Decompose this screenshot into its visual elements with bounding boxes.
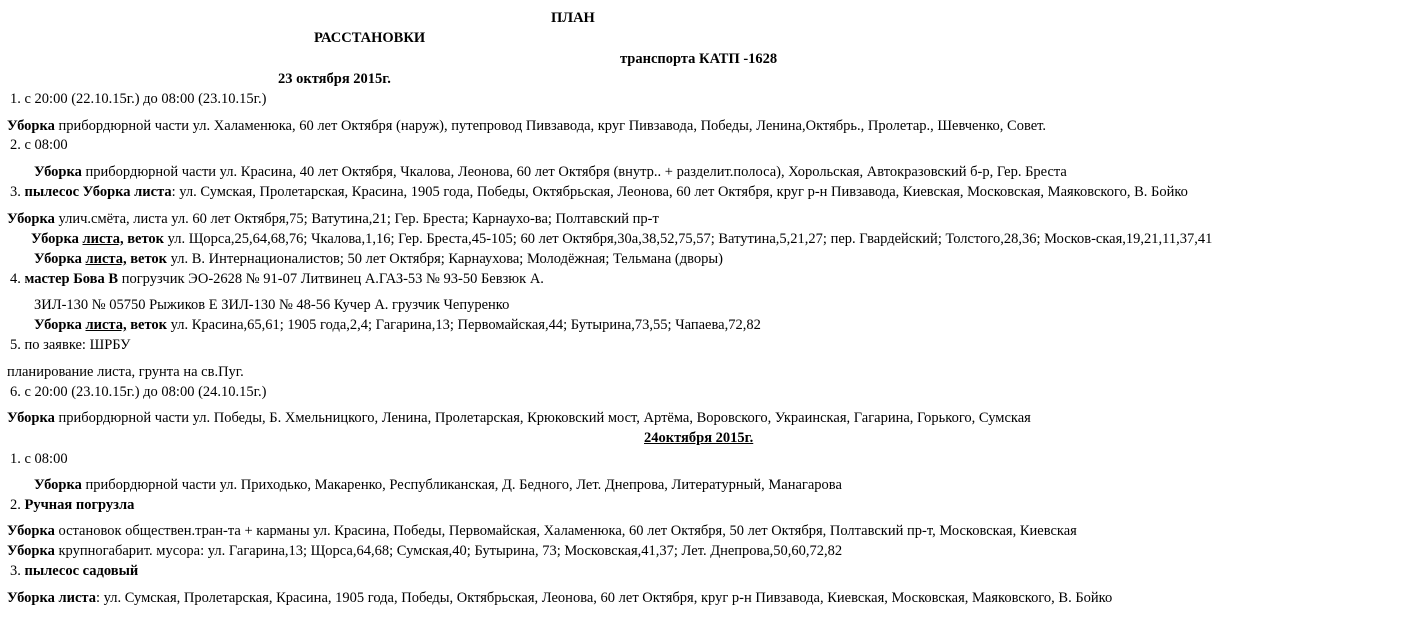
item-2b: 2. Ручная погрузла — [10, 497, 135, 513]
title-date-24: 24октября 2015г. — [644, 430, 754, 446]
line-20: Уборка крупногабарит. мусора: ул. Гагарина,13; Щорса,64,68; Сумская,40; Бутырина, 73; Московская,41,37; Лет. Днепрова,50,60,72,82 — [7, 543, 843, 559]
line-10: ЗИЛ-130 № 05750 Рыжиков Е ЗИЛ-130 № 48-56 Кучер А. грузчик Чепуренко — [34, 297, 510, 313]
title-date-23: 23 октября 2015г. — [278, 71, 391, 87]
item-3: 3. пылесос Уборка листа: ул. Сумская, Пролетарская, Красина, 1905 года, Победы, Октябрьская, Леонова, 60 лет Октября, круг р-н Пивзавода, Киевская, Московская, Маяковского, В. Бойко — [10, 184, 1188, 200]
line-4: Уборка прибордюрной части ул. Красина, 40 лет Октября, Чкалова, Леонова, 60 лет Октября (внутр.. + разделит.полоса), Хорольская, Автокразовский б-р, Гер. Бреста — [34, 164, 1067, 180]
line-22: Уборка листа: ул. Сумская, Пролетарская, Красина, 1905 года, Победы, Октябрьская, Леонова, 60 лет Октября, круг р-н Пивзавода, Киевская, Московская, Маяковского, В. Бойко — [7, 590, 1113, 606]
line-8: Уборка листа, веток ул. В. Интернационалистов; 50 лет Октября; Карнаухова; Молодёжная; Тельмана (дворы) — [34, 251, 723, 267]
line-11: Уборка листа, веток ул. Красина,65,61; 1905 года,2,4; Гагарина,13; Первомайская,44; Бутырина,73,55; Чапаева,72,82 — [34, 317, 761, 333]
item-1: 1. с 20:00 (22.10.15г.) до 08:00 (23.10.15г.) — [10, 91, 267, 107]
item-1b: 1. с 08:00 — [10, 451, 68, 467]
title-plan: ПЛАН — [551, 10, 595, 26]
item-3b: 3. пылесос садовый — [10, 563, 139, 579]
line-15: Уборка прибордюрной части ул. Победы, Б. Хмельницкого, Ленина, Пролетарская, Крюковский мост, Артёма, Воровского, Украинская, Гагарина, Горького, Сумская — [7, 410, 1031, 426]
item-2: 2. с 08:00 — [10, 137, 68, 153]
line-19: Уборка остановок обществен.тран-та + карманы ул. Красина, Победы, Первомайская, Халаменюка, 60 лет Октября, 50 лет Октября, Полтавский пр-т, Московская, Киевская — [7, 523, 1077, 539]
line-7: Уборка листа, веток ул. Щорса,25,64,68,76; Чкалова,1,16; Гер. Бреста,45-105; 60 лет Октября,30а,38,52,75,57; Ватутина,5,21,27; пер. Гвардейский; Толстого,28,36; Москов-ская,19,21,11,37,41 — [31, 231, 1213, 247]
item-5: 5. по заявке: ШРБУ — [10, 337, 131, 353]
line-2: Уборка прибордюрной части ул. Халаменюка, 60 лет Октября (наруж), путепровод Пивзавода, круг Пивзавода, Победы, Ленина,Октябрь., Пролетар., Шевченко, Совет. — [7, 118, 1047, 134]
line-6: Уборка улич.смёта, листа ул. 60 лет Октября,75; Ватутина,21; Гер. Бреста; Карнаухо-ва; Полтавский пр-т — [7, 211, 659, 227]
item-6: 6. с 20:00 (23.10.15г.) до 08:00 (24.10.15г.) — [10, 384, 267, 400]
title-rasstanovki: РАССТАНОВКИ — [314, 30, 426, 46]
title-transport: транспорта КАТП -1628 — [620, 51, 778, 67]
item-4: 4. мастер Бова В погрузчик ЭО-2628 № 91-07 Литвинец А.ГАЗ-53 № 93-50 Бевзюк А. — [10, 271, 544, 287]
line-13: планирование листа, грунта на св.Пуг. — [7, 364, 244, 380]
line-17: Уборка прибордюрной части ул. Приходько, Макаренко, Республиканская, Д. Бедного, Лет. Днепрова, Литературный, Манагарова — [34, 477, 842, 493]
